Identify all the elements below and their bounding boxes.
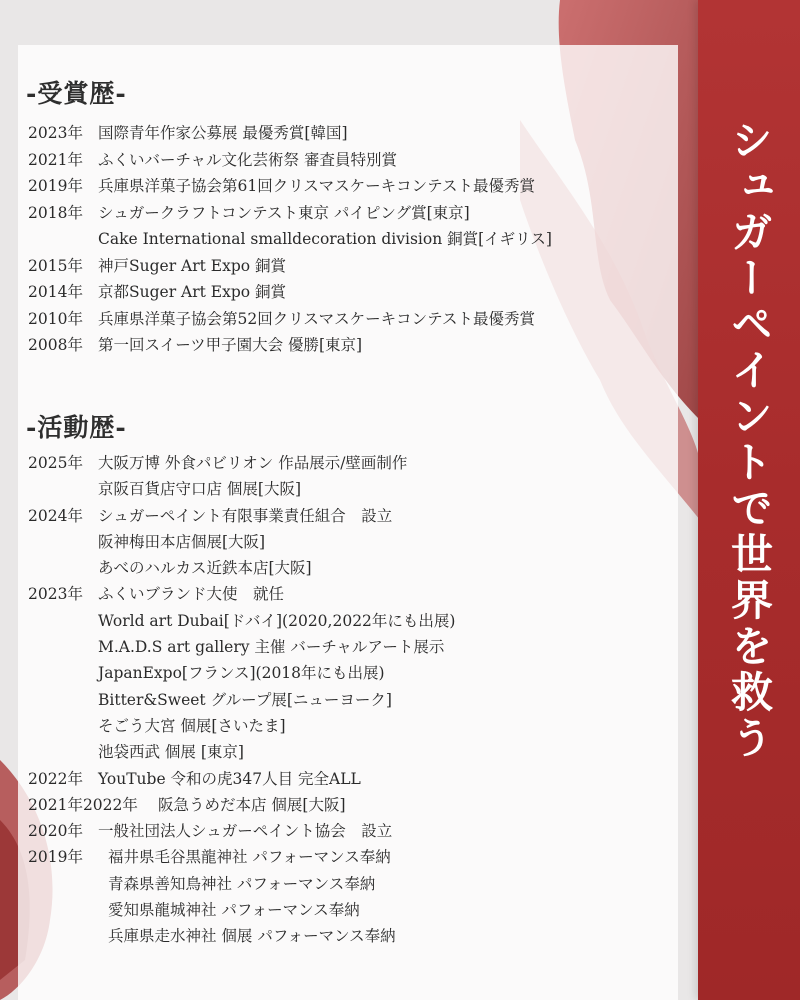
entry-text: 愛知県龍城神社 パフォーマンス奉納 — [108, 901, 360, 920]
year-label — [28, 555, 98, 581]
list-item — [28, 766, 455, 792]
list-item — [28, 634, 455, 660]
year-label: 2022年 — [28, 769, 83, 788]
entry-text: 第一回スイーツ甲子園大会 優勝[東京] — [98, 336, 363, 354]
list-item — [28, 450, 455, 476]
side-banner-text: シュガーペイントで世界を救う — [725, 118, 774, 762]
entry-text: World art Dubai[ドバイ](2020,2022年にも出展) — [98, 611, 456, 630]
entry-text: シュガークラフトコンテスト東京 パイピング賞[東京] — [98, 203, 470, 222]
entry-text: 一般社団法人シュガーペイント協会 設立 — [98, 822, 393, 841]
list-item — [28, 332, 552, 359]
year-label: 2018年 — [28, 203, 83, 222]
list-item — [28, 871, 455, 897]
year-label: 2010年 — [28, 309, 83, 328]
year-label — [28, 739, 98, 765]
year-label — [28, 226, 98, 253]
list-item — [28, 200, 552, 227]
entry-text: ふくいブランド大使 就任 — [98, 585, 285, 604]
entry-text: シュガーペイント有限事業責任組合 設立 — [98, 506, 393, 525]
year-label — [28, 476, 98, 502]
list-item — [28, 306, 552, 333]
list-item — [28, 503, 455, 529]
list-item — [28, 792, 455, 818]
list-item — [28, 713, 455, 739]
awards-title: -受賞歴- — [26, 79, 127, 108]
year-label — [28, 871, 108, 897]
list-item — [28, 173, 552, 200]
list-item — [28, 660, 455, 686]
list-item — [28, 476, 455, 502]
year-label — [28, 660, 98, 686]
awards-list — [28, 120, 552, 359]
entry-text: YouTube 令和の虎347人目 完全ALL — [98, 769, 361, 788]
year-label: 2025年 — [28, 454, 83, 472]
entry-text: JapanExpo[フランス](2018年にも出展) — [98, 664, 385, 683]
list-item — [28, 818, 455, 844]
year-label: 2021年 — [28, 150, 83, 169]
list-item — [28, 529, 455, 555]
year-label: 2023年 — [28, 585, 83, 604]
year-label: 2020年 — [28, 822, 83, 841]
list-item — [28, 226, 552, 253]
entry-text: 池袋西武 個展 [東京] — [98, 743, 244, 762]
year-label — [28, 634, 98, 660]
list-item — [28, 555, 455, 581]
entry-text: 阪神梅田本店個展[大阪] — [98, 532, 266, 551]
entry-text: 国際青年作家公募展 最優秀賞[韓国] — [98, 124, 348, 142]
year-label: 2019年 — [28, 848, 83, 867]
year-label — [28, 713, 98, 739]
entry-text: そごう大宮 個展[さいたま] — [98, 716, 286, 735]
entry-text: 神戸Suger Art Expo 銅賞 — [98, 256, 287, 275]
entry-text: 兵庫県走水神社 個展 パフォーマンス奉納 — [108, 927, 396, 946]
year-label: 2023年 — [28, 124, 83, 142]
year-label: 2015年 — [28, 256, 83, 275]
list-item — [28, 253, 552, 280]
year-label: 2019年 — [28, 177, 83, 195]
entry-text: 京阪百貨店守口店 個展[大阪] — [98, 480, 302, 499]
year-label — [28, 687, 98, 713]
list-item — [28, 608, 455, 634]
list-item — [28, 279, 552, 306]
list-item — [28, 687, 455, 713]
year-label: 2021年2022年 — [28, 795, 138, 814]
entry-text: 大阪万博 外食パビリオン 作品展示/壁画制作 — [98, 454, 408, 472]
entry-text: M.A.D.S art gallery 主催 バーチャルアート展示 — [98, 638, 445, 657]
list-item — [28, 147, 552, 174]
entry-text: 兵庫県洋菓子協会第52回クリスマスケーキコンテスト最優秀賞 — [98, 309, 535, 328]
year-label — [28, 529, 98, 555]
entry-text: Cake International smalldecoration division 銅賞[イギリス] — [98, 230, 552, 248]
list-item — [28, 923, 455, 949]
entry-text: 阪急うめだ本店 個展[大阪] — [158, 795, 346, 814]
year-label: 2008年 — [28, 336, 83, 354]
list-item — [28, 897, 455, 923]
entry-text: ふくいバーチャル文化芸術祭 審査員特別賞 — [98, 150, 397, 169]
year-label: 2024年 — [28, 506, 83, 525]
entry-text: Bitter&Sweet グループ展[ニューヨーク] — [98, 690, 392, 709]
activities-list — [28, 450, 455, 950]
year-label — [28, 923, 108, 949]
entry-text: 福井県毛谷黒龍神社 パフォーマンス奉納 — [108, 848, 391, 867]
list-item — [28, 120, 552, 147]
entry-text: あべのハルカス近鉄本店[大阪] — [98, 559, 312, 578]
list-item — [28, 581, 455, 607]
list-item — [28, 739, 455, 765]
year-label: 2014年 — [28, 283, 83, 301]
entry-text: 青森県善知鳥神社 パフォーマンス奉納 — [108, 874, 376, 893]
entry-text: 兵庫県洋菓子協会第61回クリスマスケーキコンテスト最優秀賞 — [98, 177, 535, 195]
activities-title: -活動歴- — [26, 413, 127, 442]
list-item — [28, 844, 455, 870]
year-label — [28, 897, 108, 923]
entry-text: 京都Suger Art Expo 銅賞 — [98, 283, 287, 301]
year-label — [28, 608, 98, 634]
side-banner — [698, 0, 800, 1000]
